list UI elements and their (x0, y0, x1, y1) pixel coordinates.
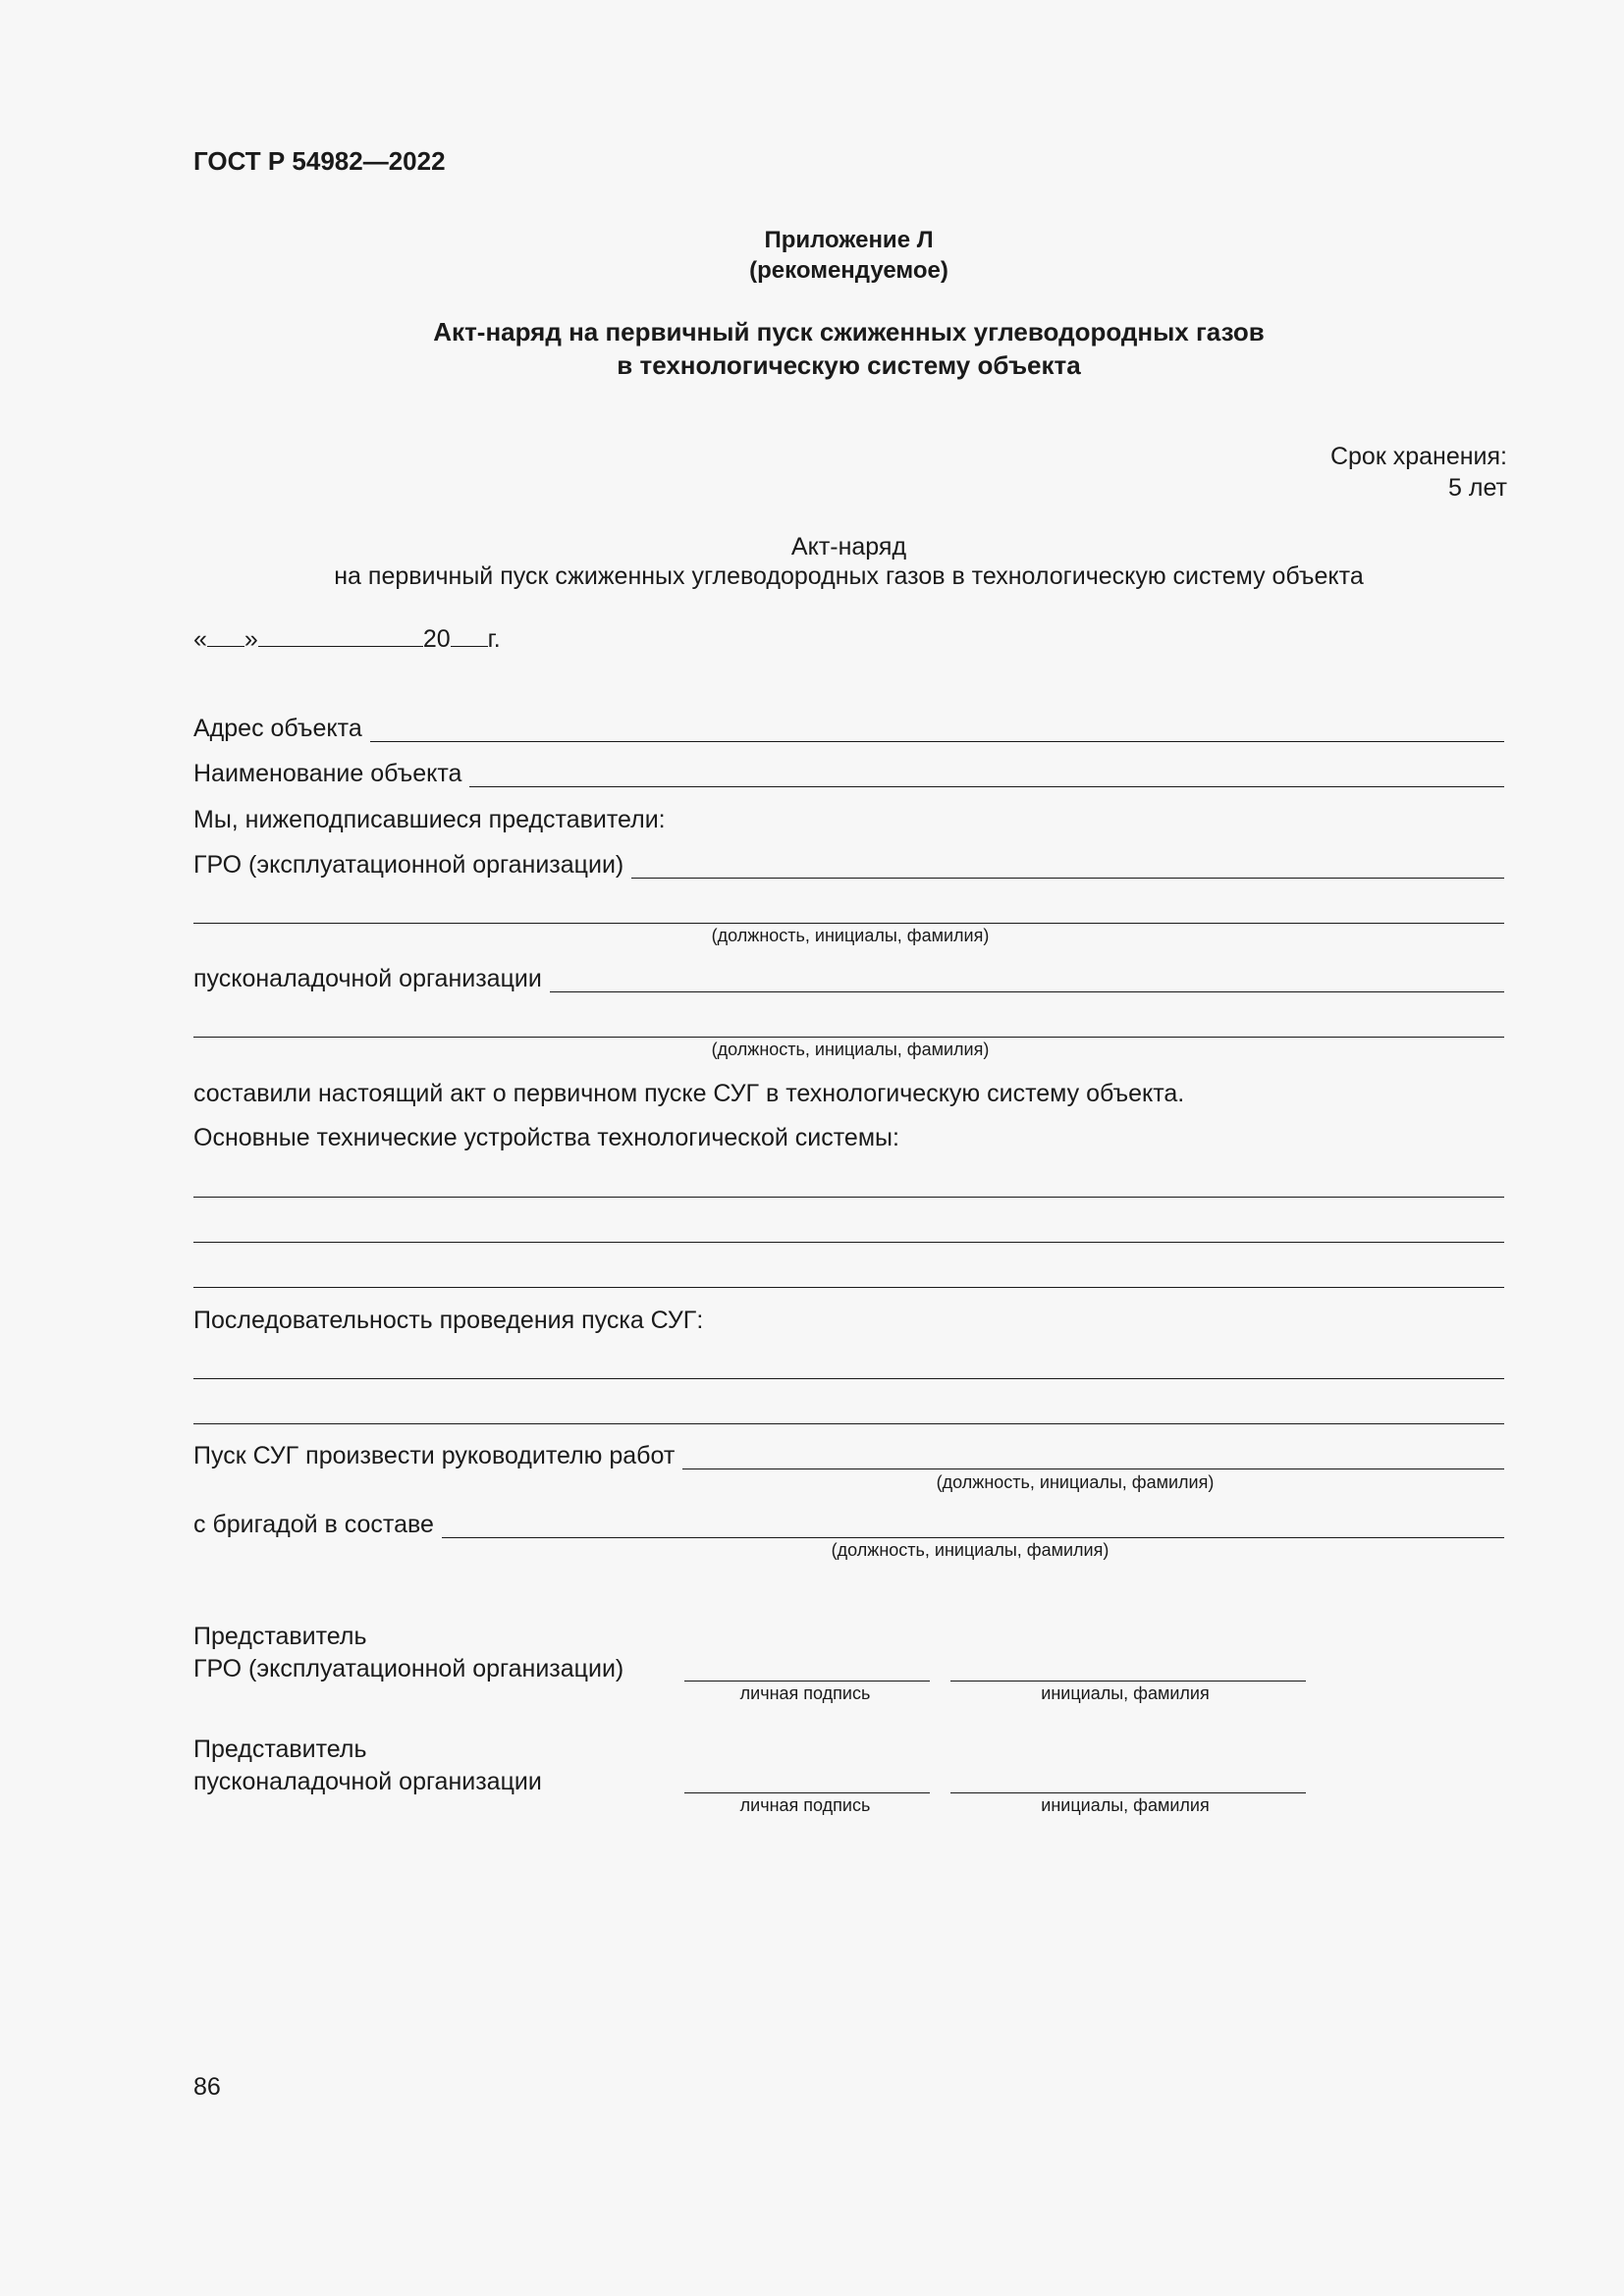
address-row (193, 709, 1504, 742)
commissioning-field-2[interactable] (193, 1037, 1504, 1038)
act-line-2: на первичный пуск сжиженных углеводородных газов в технологическую систему объекта (334, 562, 1364, 590)
object-name-row (193, 754, 1504, 787)
brigade-field[interactable] (442, 1510, 1504, 1538)
document-title (193, 315, 1504, 382)
address-field[interactable] (370, 714, 1504, 742)
year-suffix: г. (487, 625, 501, 653)
object-name-label: Наименование объекта (193, 760, 462, 787)
commissioning-signature-field[interactable] (684, 1792, 930, 1793)
sequence-field-2[interactable] (193, 1423, 1504, 1424)
object-name-field[interactable] (469, 759, 1504, 787)
gro-initials-caption: инициалы, фамилия (1041, 1683, 1210, 1703)
undersigned-text: Мы, нижеподписавшиеся представители: (193, 806, 666, 833)
commissioning-rep-org: пусконаладочной организации (193, 1768, 542, 1795)
date-quote-open: « (193, 625, 207, 653)
devices-field-2[interactable] (193, 1242, 1504, 1243)
gro-initials-field[interactable] (950, 1681, 1306, 1682)
commissioning-row (193, 959, 1504, 992)
commissioning-signature-caption: личная подпись (739, 1795, 871, 1815)
gro-hint: (должность, инициалы, фамилия) (711, 926, 990, 945)
year-field[interactable] (451, 624, 488, 647)
act-line-1: Акт-наряд (790, 533, 907, 561)
gro-field-2[interactable] (193, 923, 1504, 924)
gro-rep-org: ГРО (эксплуатационной организации) (193, 1655, 624, 1682)
manager-label: Пуск СУГ произвести руководителю работ (193, 1442, 676, 1469)
title-line-1: Акт-наряд на первичный пуск сжиженных углеводородных газов (433, 317, 1265, 347)
commissioning-initials-caption: инициалы, фамилия (1041, 1795, 1210, 1815)
manager-field[interactable] (682, 1441, 1504, 1469)
annex-heading (193, 225, 1504, 286)
month-field[interactable] (258, 624, 423, 647)
year-prefix: 20 (422, 625, 451, 653)
retention-label: Срок хранения: (1329, 443, 1507, 470)
page-number: 86 (193, 2073, 221, 2101)
devices-field-1[interactable] (193, 1197, 1504, 1198)
manager-hint: (должность, инициалы, фамилия) (936, 1472, 1215, 1492)
date-quote-close: » (244, 625, 258, 653)
retention-period (1330, 441, 1507, 504)
commissioning-label: пусконаладочной организации (193, 965, 542, 992)
retention-value: 5 лет (1448, 474, 1507, 502)
sequence-label: Последовательность проведения пуска СУГ: (193, 1307, 704, 1334)
gro-signature-field[interactable] (684, 1681, 930, 1682)
commissioning-initials-field[interactable] (950, 1792, 1306, 1793)
gro-row (193, 845, 1504, 879)
title-line-2: в технологическую систему объекта (617, 350, 1081, 380)
commissioning-representative (193, 1734, 542, 1798)
brigade-row (193, 1505, 1504, 1538)
brigade-label: с бригадой в составе (193, 1511, 434, 1538)
gro-representative (193, 1621, 623, 1685)
gro-rep-label: Представитель (193, 1623, 367, 1650)
date-line (193, 624, 501, 654)
commissioning-field[interactable] (550, 964, 1504, 992)
day-field[interactable] (207, 624, 244, 647)
act-heading (193, 532, 1504, 591)
manager-row (193, 1436, 1504, 1469)
devices-field-3[interactable] (193, 1287, 1504, 1288)
composed-text: составили настоящий акт о первичном пуске СУГ в технологическую систему объекта. (193, 1080, 1185, 1107)
standard-header: ГОСТ Р 54982—2022 (193, 146, 446, 176)
gro-label: ГРО (эксплуатационной организации) (193, 851, 624, 879)
gro-signature-caption: личная подпись (739, 1683, 871, 1703)
devices-label: Основные технические устройства технологической системы: (193, 1124, 899, 1151)
commissioning-hint: (должность, инициалы, фамилия) (711, 1040, 990, 1059)
gro-field[interactable] (631, 850, 1504, 879)
annex-status: (рекомендуемое) (749, 257, 948, 284)
address-label: Адрес объекта (193, 715, 362, 742)
brigade-hint: (должность, инициалы, фамилия) (831, 1540, 1110, 1560)
commissioning-rep-label: Представитель (193, 1735, 367, 1763)
sequence-field-1[interactable] (193, 1378, 1504, 1379)
annex-name: Приложение Л (764, 227, 934, 253)
